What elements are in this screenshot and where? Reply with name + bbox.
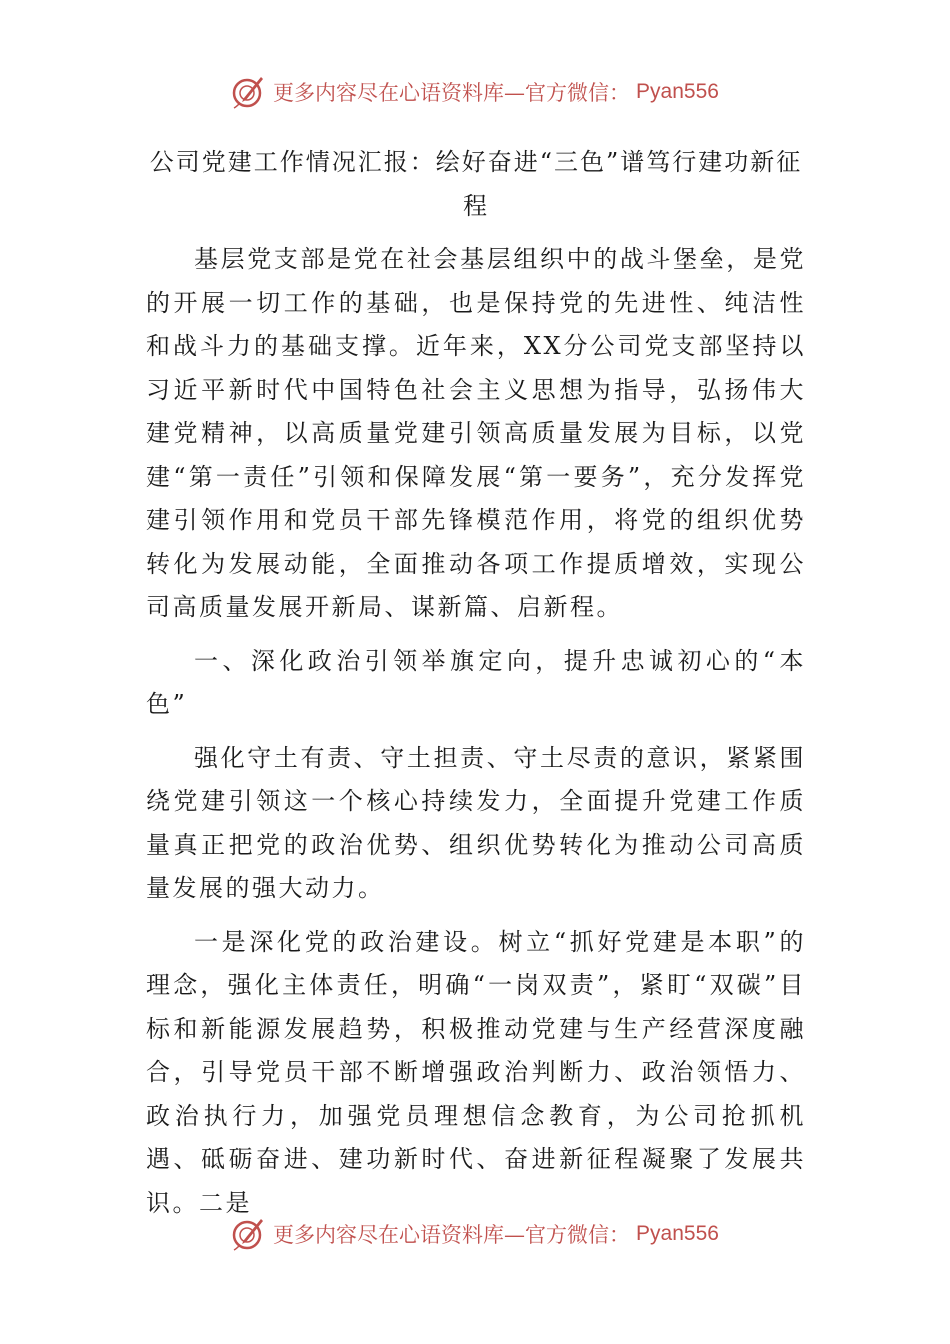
watermark-wechat-id: Pyan556 [636, 80, 719, 103]
document-body [146, 140, 806, 1235]
section-heading-1: 一、深化政治引领举旗定向，提升忠诚初心的“本色” [146, 646, 806, 718]
pen-logo-icon [231, 74, 267, 110]
document-title: 公司党建工作情况汇报：绘好奋进“三色”谱笃行建功新征程 [149, 148, 803, 220]
paragraph-section-1: 强化守土有责、守土担责、守土尽责的意识，紧紧围绕党建引领这一个核心持续发力，全面提升党建工作质量真正把党的政治优势、组织优势转化为推动公司高质量发展的强大动力。 [146, 743, 806, 902]
watermark-header [0, 72, 950, 112]
paragraph-intro: 基层党支部是党在社会基层组织中的战斗堡垒，是党的开展一切工作的基础，也是保持党的先进性、纯洁性和战斗力的基础支撑。近年来，XX分公司党支部坚持以习近平新时代中国特色社会主义思想为指导，弘扬伟大建党精神，以高质量党建引领高质量发展为目标，以党建“第一责任”引领和保障发展“第一要务”，充分发挥党建引领作用和党员干部先锋模范作用，将党的组织优势转化为发展动能，全面推动各项工作提质增效，实现公司高质量发展开新局、谋新篇、启新程。 [146, 245, 806, 621]
paragraph-point-1: 一是深化党的政治建设。树立“抓好党建是本职”的理念，强化主体责任，明确“一岗双责”，紧盯“双碳”目标和新能源发展趋势，积极推动党建与生产经营深度融合，引导党员干部不断增强政治判断力、政治领悟力、政治执行力，加强党员理想信念教育，为公司抢抓机遇、砥砺奋进、建功新时代、奋进新征程凝聚了发展共识。二是 [146, 927, 806, 1217]
watermark-footer [0, 1214, 950, 1254]
watermark-text: 更多内容尽在心语资料库—官方微信： [273, 81, 631, 105]
watermark-wechat-id: Pyan556 [636, 1222, 719, 1245]
pen-logo-icon [231, 1216, 267, 1252]
watermark-text: 更多内容尽在心语资料库—官方微信： [273, 1223, 631, 1247]
